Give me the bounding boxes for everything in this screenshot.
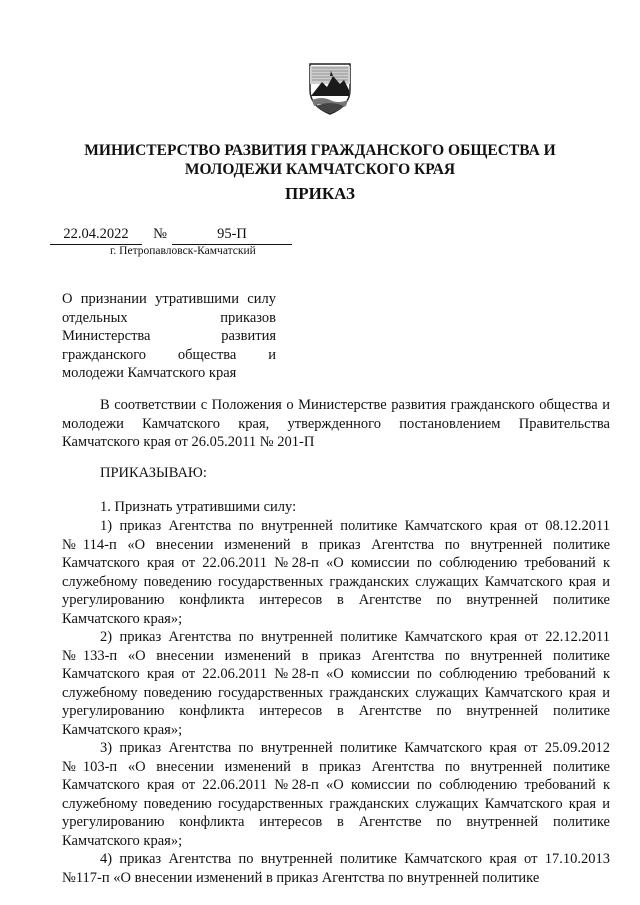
list-item: 1) приказ Агентства по внутренней политике Камчатского края от 08.12.2011 №114-п «О внесении изменений в приказ Агентства по внутренней политике Камчатского края от 22.06.2011 №28-п «О комиссии по соблюдению требований к служебному поведению государственных гражданских служащих Камчатского края и урегулированию конфликта интересов в Агентстве по внутренней политике Камчатского края»;	[62, 518, 610, 627]
repealed-orders-list	[62, 517, 610, 887]
ministry-name-line-1: МИНИСТЕРСТВО РАЗВИТИЯ ГРАЖДАНСКОГО ОБЩЕСТВА И	[84, 142, 556, 159]
prikazyvayu-label: ПРИКАЗЫВАЮ:	[100, 465, 207, 481]
list-item: 3) приказ Агентства по внутренней политике Камчатского края от 25.09.2012 №103-п «О внесении изменений в приказ Агентства по внутренней политике Камчатского края от 22.06.2011 №28-п «О комиссии по соблюдению требований к служебному поведению государственных гражданских служащих Камчатского края и урегулированию конфликта интересов в Агентстве по внутренней политике Камчатского края»;	[62, 740, 610, 849]
order-number: 95-П	[172, 226, 292, 245]
order-meta	[50, 226, 300, 246]
number-sign: №	[153, 226, 167, 242]
order-city: г. Петропавловск-Камчатский	[110, 245, 256, 257]
order-title: ПРИКАЗ	[285, 184, 355, 203]
coat-of-arms-icon	[302, 60, 358, 116]
ministry-name-line-2: МОЛОДЕЖИ КАМЧАТСКОГО КРАЯ	[184, 161, 456, 178]
order-subject: О признании утратившими силу отдельных приказов Министерства развития гражданского общества и молодежи Камчатского края	[62, 291, 276, 381]
list-item: 2) приказ Агентства по внутренней политике Камчатского края от 22.12.2011 №133-п «О внесении изменений в приказ Агентства по внутренней политике Камчатского края от 22.06.2011 №28-п «О комиссии по соблюдению требований к служебному поведению государственных гражданских служащих Камчатского края и урегулированию конфликта интересов в Агентстве по внутренней политике Камчатского края»;	[62, 629, 610, 738]
list-heading: 1. Признать утратившими силу:	[100, 499, 297, 515]
order-date: 22.04.2022	[50, 226, 142, 245]
intro-paragraph: В соответствии с Положения о Министерстве развития гражданского общества и молодежи Камчатского края, утвержденного постановлением Правительства Камчатского края от 26.05.2011 № 201-П	[62, 397, 610, 450]
list-item: 4) приказ Агентства по внутренней политике Камчатского края от 17.10.2013 №117-п «О внесении изменений в приказ Агентства по внутренней политике	[62, 851, 610, 886]
